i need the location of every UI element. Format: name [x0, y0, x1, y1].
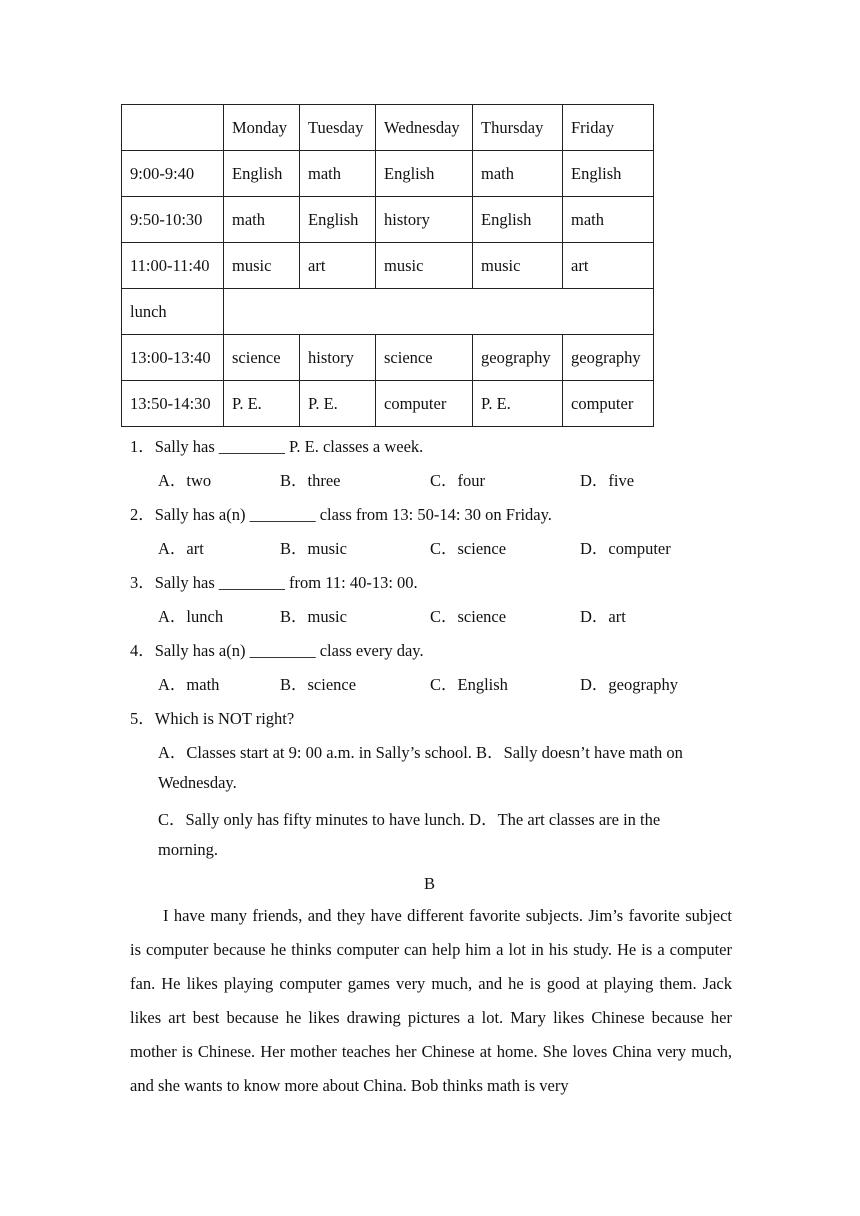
timetable — [121, 104, 654, 427]
question-5-options-line: Wednesday. — [158, 773, 237, 792]
day-header: Wednesday — [376, 105, 473, 151]
question-5-options-line: A．Classes start at 9: 00 a.m. in Sally’s school. B．Sally doesn’t have math on — [158, 743, 683, 762]
subject-cell: math — [300, 151, 376, 197]
subject-cell: geography — [473, 335, 563, 381]
option-b: B．science — [280, 675, 357, 694]
option-d: D．geography — [580, 675, 679, 694]
table-row — [122, 243, 654, 289]
subject-cell: music — [473, 243, 563, 289]
subject-cell: P. E. — [224, 381, 300, 427]
time-cell: lunch — [122, 289, 224, 335]
question-5 — [130, 705, 294, 729]
question-number: 3． — [130, 573, 155, 592]
table-row — [122, 197, 654, 243]
subject-cell: math — [473, 151, 563, 197]
lunch-merged-cell — [224, 289, 654, 335]
subject-cell: music — [224, 243, 300, 289]
subject-cell: English — [473, 197, 563, 243]
question-text: Sally has ________ from 11: 40-13: 00. — [154, 573, 418, 592]
subject-cell: English — [376, 151, 473, 197]
table-row-lunch — [122, 289, 654, 335]
question-number: 5． — [130, 709, 155, 728]
question-5-options-line: C．Sally only has fifty minutes to have lunch. D．The art classes are in the — [158, 810, 661, 829]
subject-cell: history — [376, 197, 473, 243]
subject-cell: music — [376, 243, 473, 289]
subject-cell: P. E. — [473, 381, 563, 427]
subject-cell: math — [563, 197, 654, 243]
question-text: Sally has ________ P. E. classes a week. — [154, 437, 424, 456]
subject-cell: English — [563, 151, 654, 197]
option-b: B．music — [280, 607, 347, 626]
question-3 — [130, 569, 418, 593]
subject-cell: science — [224, 335, 300, 381]
day-header: Friday — [563, 105, 654, 151]
option-b: B．music — [280, 539, 347, 558]
subject-cell: English — [224, 151, 300, 197]
option-c: C．science — [430, 539, 507, 558]
question-1 — [130, 433, 423, 457]
question-2 — [130, 501, 552, 525]
time-cell: 13:50-14:30 — [122, 381, 224, 427]
section-heading: B — [424, 874, 436, 893]
subject-cell: math — [224, 197, 300, 243]
subject-cell: computer — [563, 381, 654, 427]
option-d: D．five — [580, 471, 635, 490]
table-corner-cell — [122, 105, 224, 151]
subject-cell: history — [300, 335, 376, 381]
table-header-row — [122, 105, 654, 151]
question-1-options — [158, 467, 758, 489]
option-b: B．three — [280, 471, 341, 490]
day-header: Monday — [224, 105, 300, 151]
option-a: A．lunch — [158, 607, 224, 626]
option-c: C．science — [430, 607, 507, 626]
day-header: Tuesday — [300, 105, 376, 151]
subject-cell: art — [563, 243, 654, 289]
option-c: C．four — [430, 471, 485, 490]
subject-cell: science — [376, 335, 473, 381]
question-text: Sally has a(n) ________ class every day. — [154, 641, 424, 660]
question-number: 1． — [130, 437, 155, 456]
day-header: Thursday — [473, 105, 563, 151]
table-row — [122, 151, 654, 197]
table-row — [122, 335, 654, 381]
option-a: A．two — [158, 471, 212, 490]
question-2-options — [158, 535, 758, 557]
question-3-options — [158, 603, 758, 625]
option-c: C．English — [430, 675, 508, 694]
subject-cell: art — [300, 243, 376, 289]
question-number: 2． — [130, 505, 155, 524]
option-d: D．art — [580, 607, 626, 626]
time-cell: 9:50-10:30 — [122, 197, 224, 243]
subject-cell: computer — [376, 381, 473, 427]
question-text: Which is NOT right? — [154, 709, 295, 728]
subject-cell: P. E. — [300, 381, 376, 427]
time-cell: 13:00-13:40 — [122, 335, 224, 381]
question-number: 4． — [130, 641, 155, 660]
question-4 — [130, 637, 424, 661]
reading-passage: I have many friends, and they have different favorite subjects. Jim’s favorite subject is computer because he thinks computer can help him a lot in his study. He is a computer fan. He likes playing computer games very much, and he is good at playing them. Jack likes art best because he likes drawing pictures a lot. Mary likes Chinese because her mother is Chinese. Her mother teaches her Chinese at home. She loves China very much, and she wants to know more about China. Bob thinks math is very — [130, 906, 732, 1095]
question-text: Sally has a(n) ________ class from 13: 50-14: 30 on Friday. — [154, 505, 552, 524]
option-d: D．computer — [580, 539, 671, 558]
time-cell: 9:00-9:40 — [122, 151, 224, 197]
question-4-options — [158, 671, 758, 693]
option-a: A．math — [158, 675, 220, 694]
option-a: A．art — [158, 539, 204, 558]
question-5-options-line: morning. — [158, 840, 219, 859]
time-cell: 11:00-11:40 — [122, 243, 224, 289]
subject-cell: English — [300, 197, 376, 243]
table-row — [122, 381, 654, 427]
subject-cell: geography — [563, 335, 654, 381]
